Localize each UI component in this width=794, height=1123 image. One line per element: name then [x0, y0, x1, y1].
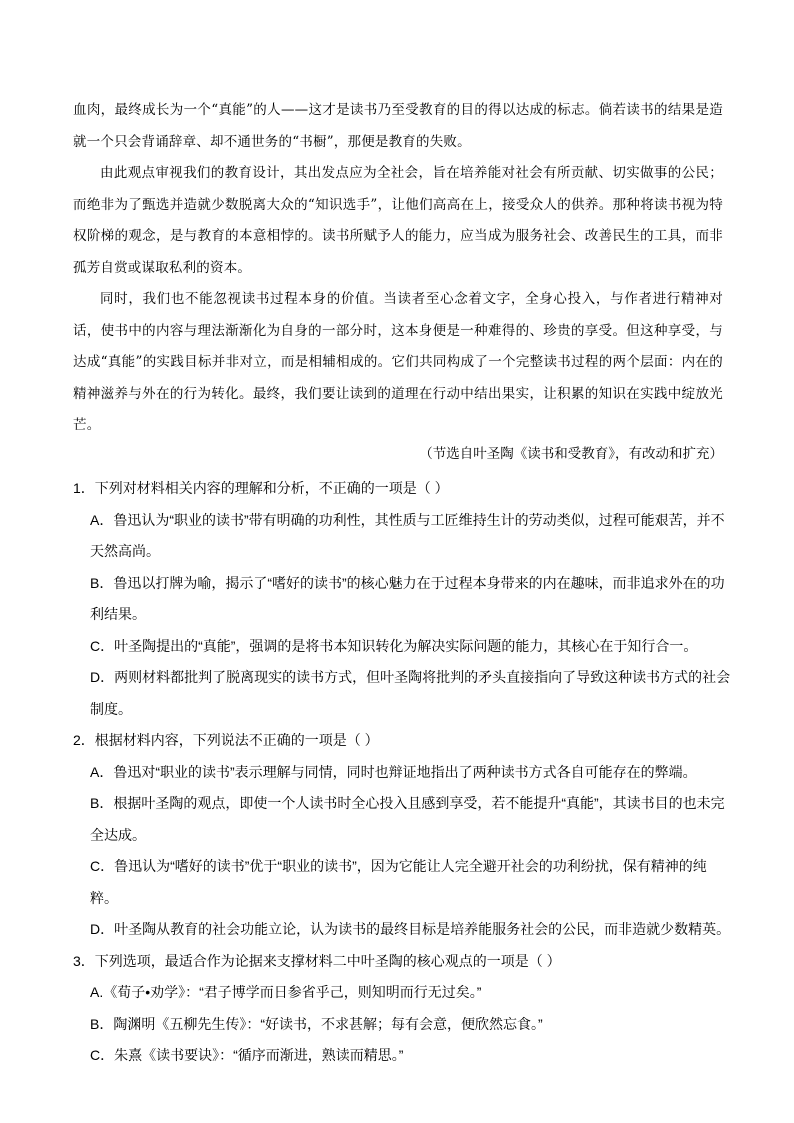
- question-stem: 2．根据材料内容，下列说法不正确的一项是（ ）: [73, 732, 379, 748]
- question-stem: 1．下列对材料相关内容的理解和分析，不正确的一项是（ ）: [73, 480, 449, 496]
- option-c: C．朱熹《读书要诀》：“循序而渐进，熟读而精思。”: [90, 1047, 404, 1063]
- passage-paragraph: 由此观点审视我们的教育设计，其出发点应为全社会，旨在培养能对社会有所贡献、切实做事的公民；而绝非为了甄选并造就少数脱离大众的“知识选手”，让他们高高在上，接受众人的供养。那种将读书视为特权阶梯的观念，是与教育的本意相悖的。读书所赋予人的能力，应当成为服务社会、改善民生的工具，而非孤芳自赏或谋取私利的资本。: [73, 165, 723, 276]
- option-b: B．根据叶圣陶的观点，即使一个人读书时全心投入且感到享受，若不能提升“真能”，其读书目的也未完全达成。: [90, 795, 725, 843]
- option-d: D．两则材料都批判了脱离现实的读书方式，但叶圣陶将批判的矛头直接指向了导致这种读书方式的社会制度。: [90, 669, 731, 717]
- question-2: [73, 725, 733, 946]
- option-d: D．叶圣陶从教育的社会功能立论，认为读书的最终目标是培养能服务社会的公民，而非造就少数精英。: [90, 921, 731, 937]
- option-b: B．鲁迅以打牌为喻，揭示了“嗜好的读书”的核心魅力在于过程本身带来的内在趣味，而非追求外在的功利结果。: [90, 574, 725, 622]
- question-1: [73, 473, 733, 725]
- option-b: B．陶渊明《五柳先生传》：“好读书，不求甚解；每有会意，便欣然忘食。”: [90, 1015, 543, 1032]
- question-3: [73, 946, 733, 1072]
- option-a: A.《荀子•劝学》：“君子博学而日参省乎己，则知明而行无过矣。”: [90, 984, 482, 1000]
- passage-paragraph: 血肉，最终成长为一个“真能”的人——这才是读书乃至受教育的目的得以达成的标志。倘若读书的结果是造就一个只会背诵辞章、却不通世务的“书橱”，那便是教育的失败。: [73, 102, 723, 150]
- passage-source: （节选自叶圣陶《读书和受教育》，有改动和扩充）: [419, 446, 723, 462]
- reading-passage: [73, 95, 723, 442]
- passage-paragraph: 同时，我们也不能忽视读书过程本身的价值。当读者至心念着文字，全身心投入，与作者进行精神对话，使书中的内容与理法渐渐化为自身的一部分时，这本身便是一种难得的、珍贵的享受。但这种享受，与达成“真能”的实践目标并非对立，而是相辅相成的。它们共同构成了一个完整读书过程的两个层面：内在的精神滋养与外在的行为转化。最终，我们要让读到的道理在行动中结出果实，让积累的知识在实践中绽放光芒。: [73, 291, 723, 433]
- option-a: A．鲁迅认为“职业的读书”带有明确的功利性，其性质与工匠维持生计的劳动类似，过程可能艰苦，并不天然高尚。: [90, 511, 725, 559]
- question-stem: 3．下列选项，最适合作为论据来支撑材料二中叶圣陶的核心观点的一项是（ ）: [73, 952, 561, 969]
- question-list: [73, 473, 733, 1072]
- option-c: C．鲁迅认为“嗜好的读书”优于“职业的读书”，因为它能让人完全避开社会的功利纷扰，保有精神的纯粹。: [90, 858, 707, 906]
- option-c: C．叶圣陶提出的“真能”，强调的是将书本知识转化为解决实际问题的能力，其核心在于知行合一。: [90, 637, 698, 654]
- option-a: A．鲁迅对“职业的读书”表示理解与同情，同时也辩证地指出了两种读书方式各自可能存在的弊端。: [90, 763, 697, 780]
